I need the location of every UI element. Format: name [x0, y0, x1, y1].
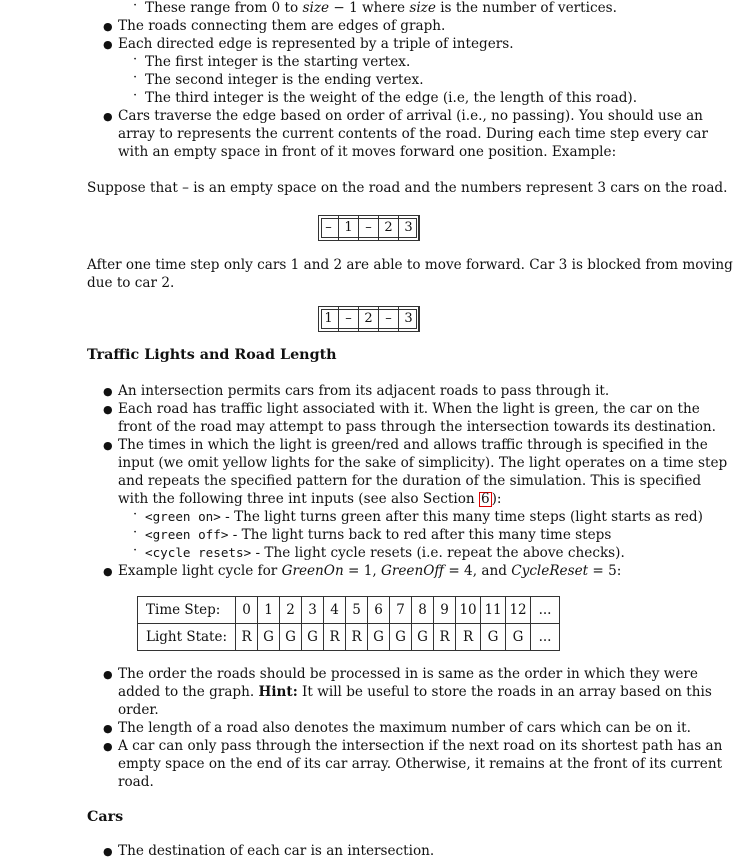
time-step-cell: 5	[346, 597, 368, 624]
sub-item-green-off: <green off> - The light turns back to red after this many time steps	[145, 527, 612, 543]
section-ref-link[interactable]: 6	[480, 491, 490, 507]
sub-bullet-dot: ·	[133, 543, 138, 558]
time-step-cell: 8	[412, 597, 434, 624]
time-step-cell: ...	[531, 597, 560, 624]
bullet-dot: ●	[103, 565, 113, 578]
bullet-dot: ●	[103, 403, 113, 416]
order-item-1-line-3: order.	[118, 702, 159, 718]
sub-item-first: The first integer is the starting vertex.	[145, 54, 411, 70]
road-cell: 1	[319, 307, 339, 331]
traffic-item-2-line-2: front of the road may attempt to pass through the intersection towards its destination.	[118, 419, 716, 435]
light-state-cell: G	[506, 624, 531, 651]
time-step-cell: 1	[258, 597, 280, 624]
light-state-cell: R	[346, 624, 368, 651]
suppose-paragraph: Suppose that – is an empty space on the road and the numbers represent 3 cars on the road.	[87, 180, 728, 196]
time-step-cell: 4	[324, 597, 346, 624]
time-step-cell: 0	[236, 597, 258, 624]
cars-line-2: array to represents the current contents of the road. During each time step every car	[118, 126, 709, 142]
cars-item-1: The destination of each car is an intersection.	[118, 843, 435, 859]
bullet-dot: ●	[103, 385, 113, 398]
road-cell: –	[359, 216, 379, 240]
road-cell: 3	[399, 307, 419, 331]
list-item-edges: The roads connecting them are edges of graph.	[118, 18, 446, 34]
light-cycle-table	[137, 596, 560, 651]
time-step-cell: 11	[481, 597, 506, 624]
sub-bullet-dot: ·	[133, 52, 138, 67]
order-item-3-line-2: empty space on the end of its car array. Otherwise, it remains at the front of its current	[118, 756, 723, 772]
sub-bullet-dot: ·	[133, 0, 138, 13]
traffic-item-3-line-4: with the following three int inputs (see also Section 6 ):	[118, 491, 502, 507]
time-step-cell: 2	[280, 597, 302, 624]
light-state-cell: G	[368, 624, 390, 651]
traffic-item-1: An intersection permits cars from its adjacent roads to pass through it.	[118, 383, 610, 399]
order-item-1-line-1: The order the roads should be processed in is same as the order in which they were	[118, 666, 698, 682]
traffic-item-2-line-1: Each road has traffic light associated with it. When the light is green, the car on the	[118, 401, 700, 417]
list-item-triple: Each directed edge is represented by a triple of integers.	[118, 36, 514, 52]
time-step-cell: 12	[506, 597, 531, 624]
light-state-row	[138, 624, 560, 651]
sub-item-cycle-resets: <cycle resets> - The light cycle resets (i.e. repeat the above checks).	[145, 545, 625, 561]
road-cell: 2	[379, 216, 399, 240]
bullet-dot: ●	[103, 668, 113, 681]
light-state-cell: G	[302, 624, 324, 651]
light-state-label: Light State:	[138, 624, 236, 651]
light-state-cell: R	[236, 624, 258, 651]
road-cell: 2	[359, 307, 379, 331]
cars-line-1: Cars traverse the edge based on order of arrival (i.e., no passing). You should use an	[118, 108, 703, 124]
road-after-array	[318, 306, 420, 332]
bullet-dot: ●	[103, 740, 113, 753]
road-cell: 1	[339, 216, 359, 240]
time-step-label: Time Step:	[138, 597, 236, 624]
cars-heading: Cars	[87, 809, 124, 825]
bullet-dot: ●	[103, 110, 113, 123]
road-cell: –	[319, 216, 339, 240]
time-step-cell: 9	[434, 597, 456, 624]
order-item-2: The length of a road also denotes the maximum number of cars which can be on it.	[118, 720, 691, 736]
light-state-cell: G	[390, 624, 412, 651]
bullet-dot: ●	[103, 38, 113, 51]
road-cell: –	[339, 307, 359, 331]
road-before-array	[318, 215, 420, 241]
bullet-dot: ●	[103, 722, 113, 735]
order-item-3-line-1: A car can only pass through the intersection if the next road on its shortest path has an	[118, 738, 723, 754]
light-state-cell: G	[280, 624, 302, 651]
order-item-1-line-2: added to the graph. Hint: It will be useful to store the roads in an array based on this	[118, 684, 712, 700]
sub-bullet-dot: ·	[133, 507, 138, 522]
bullet-dot: ●	[103, 845, 113, 858]
light-state-cell: R	[324, 624, 346, 651]
after-line-2: due to car 2.	[87, 275, 175, 291]
time-step-cell: 6	[368, 597, 390, 624]
sub-bullet-dot: ·	[133, 88, 138, 103]
traffic-item-3-line-3: and repeats the specified pattern for the duration of the simulation. This is specified	[118, 473, 702, 489]
sub-bullet-dot: ·	[133, 525, 138, 540]
size-range-text: These range from 0 to size − 1 where size is the number of vertices.	[145, 0, 617, 16]
example-light-cycle: Example light cycle for GreenOn = 1, GreenOff = 4, and CycleReset = 5:	[118, 563, 622, 579]
light-state-cell: G	[481, 624, 506, 651]
light-state-cell: R	[456, 624, 481, 651]
cars-line-3: with an empty space in front of it moves forward one position. Example:	[118, 144, 617, 160]
time-step-cell: 7	[390, 597, 412, 624]
road-cell: 3	[399, 216, 419, 240]
time-step-cell: 3	[302, 597, 324, 624]
after-line-1: After one time step only cars 1 and 2 are able to move forward. Car 3 is blocked from moving	[87, 257, 733, 273]
time-step-row	[138, 597, 560, 624]
sub-bullet-dot: ·	[133, 70, 138, 85]
sub-item-second: The second integer is the ending vertex.	[145, 72, 424, 88]
order-item-3-line-3: road.	[118, 774, 154, 790]
sub-item-third: The third integer is the weight of the edge (i.e, the length of this road).	[145, 90, 638, 106]
bullet-dot: ●	[103, 20, 113, 33]
light-state-cell: G	[412, 624, 434, 651]
road-cell: –	[379, 307, 399, 331]
light-state-cell: ...	[531, 624, 560, 651]
light-state-cell: R	[434, 624, 456, 651]
traffic-item-3-line-1: The times in which the light is green/red and allows traffic through is specified in the	[118, 437, 708, 453]
time-step-cell: 10	[456, 597, 481, 624]
sub-item-green-on: <green on> - The light turns green after this many time steps (light starts as red)	[145, 509, 703, 525]
bullet-dot: ●	[103, 439, 113, 452]
traffic-heading: Traffic Lights and Road Length	[87, 347, 337, 363]
traffic-item-3-line-2: input (we omit yellow lights for the sake of simplicity). The light operates on a time step	[118, 455, 728, 471]
light-state-cell: G	[258, 624, 280, 651]
